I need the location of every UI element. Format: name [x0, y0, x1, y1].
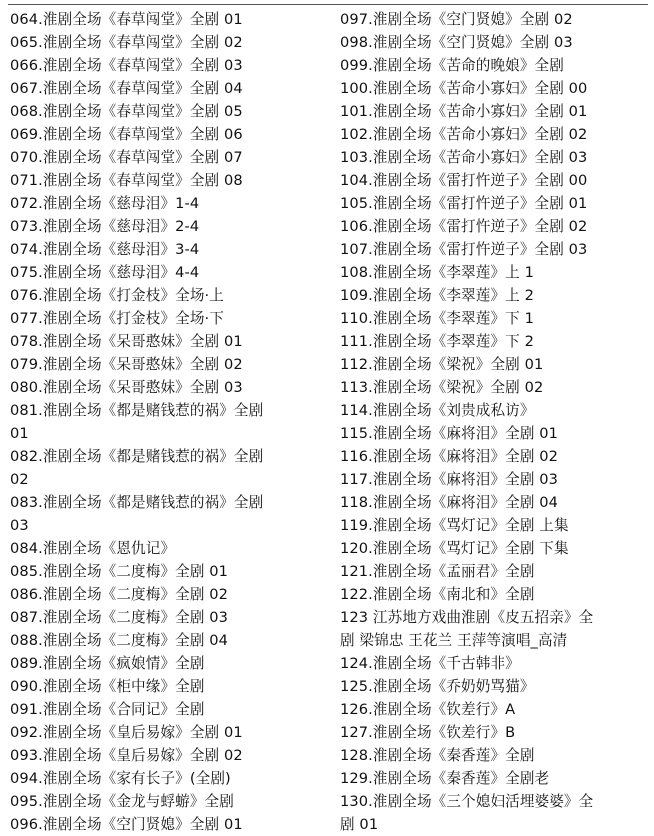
right-column-list — [340, 8, 650, 836]
list-item: 088.淮剧全场《二度梅》全剧 04 — [10, 632, 229, 649]
list-item: 128.淮剧全场《秦香莲》全剧 — [340, 747, 535, 764]
list-item: 115.淮剧全场《麻将泪》全剧 01 — [340, 425, 559, 442]
list-item: 090.淮剧全场《柜中缘》全剧 — [10, 678, 205, 695]
list-item: 117.淮剧全场《麻将泪》全剧 03 — [340, 471, 559, 488]
list-item: 079.淮剧全场《呆哥憨妹》全剧 02 — [10, 356, 243, 373]
list-item: 130.淮剧全场《三个媳妇活埋婆婆》全 剧 01 — [340, 793, 594, 833]
list-item: 129.淮剧全场《秦香莲》全剧老 — [340, 770, 550, 787]
list-item: 071.淮剧全场《春草闯堂》全剧 08 — [10, 172, 243, 189]
list-item: 122.淮剧全场《南北和》全剧 — [340, 586, 535, 603]
list-item: 070.淮剧全场《春草闯堂》全剧 07 — [10, 149, 243, 166]
list-item: 067.淮剧全场《春草闯堂》全剧 04 — [10, 80, 243, 97]
list-item: 082.淮剧全场《都是赌钱惹的祸》全剧 02 — [10, 448, 264, 488]
list-item: 118.淮剧全场《麻将泪》全剧 04 — [340, 494, 559, 511]
list-item: 091.淮剧全场《合同记》全剧 — [10, 701, 205, 718]
list-item: 080.淮剧全场《呆哥憨妹》全剧 03 — [10, 379, 243, 396]
list-item: 107.淮剧全场《雷打忤逆子》全剧 03 — [340, 241, 588, 258]
list-item: 119.淮剧全场《骂灯记》全剧 上集 — [340, 517, 569, 534]
list-item: 081.淮剧全场《都是赌钱惹的祸》全剧 01 — [10, 402, 264, 442]
list-item: 116.淮剧全场《麻将泪》全剧 02 — [340, 448, 559, 465]
list-item: 126.淮剧全场《钦差行》A — [340, 701, 516, 718]
list-item: 103.淮剧全场《苦命小寡妇》全剧 03 — [340, 149, 588, 166]
list-item: 120.淮剧全场《骂灯记》全剧 下集 — [340, 540, 569, 557]
list-item: 093.淮剧全场《皇后易嫁》全剧 02 — [10, 747, 243, 764]
list-item: 108.淮剧全场《李翠莲》上 1 — [340, 264, 534, 281]
list-item: 123 江苏地方戏曲淮剧《皮五招亲》全 剧 梁锦忠 王花兰 王萍等演唱_高清 — [340, 609, 594, 649]
list-item: 072.淮剧全场《慈母泪》1-4 — [10, 195, 200, 212]
list-item: 095.淮剧全场《金龙与蜉蝣》全剧 — [10, 793, 234, 810]
list-item: 101.淮剧全场《苦命小寡妇》全剧 01 — [340, 103, 588, 120]
top-rule — [8, 4, 648, 5]
list-item: 113.淮剧全场《梁祝》全剧 02 — [340, 379, 544, 396]
list-item: 069.淮剧全场《春草闯堂》全剧 06 — [10, 126, 243, 143]
list-item: 099.淮剧全场《苦命的晚娘》全剧 — [340, 57, 564, 74]
list-item: 078.淮剧全场《呆哥憨妹》全剧 01 — [10, 333, 243, 350]
list-item: 083.淮剧全场《都是赌钱惹的祸》全剧 03 — [10, 494, 264, 534]
list-item: 110.淮剧全场《李翠莲》下 1 — [340, 310, 534, 327]
list-item: 127.淮剧全场《钦差行》B — [340, 724, 516, 741]
list-item: 084.淮剧全场《恩仇记》 — [10, 540, 176, 557]
list-item: 125.淮剧全场《乔奶奶骂猫》 — [340, 678, 535, 695]
list-item: 066.淮剧全场《春草闯堂》全剧 03 — [10, 57, 243, 74]
list-item: 106.淮剧全场《雷打忤逆子》全剧 02 — [340, 218, 588, 235]
list-item: 073.淮剧全场《慈母泪》2-4 — [10, 218, 200, 235]
list-item: 092.淮剧全场《皇后易嫁》全剧 01 — [10, 724, 243, 741]
list-item: 087.淮剧全场《二度梅》全剧 03 — [10, 609, 229, 626]
list-item: 076.淮剧全场《打金枝》全场·上 — [10, 287, 224, 304]
list-item: 111.淮剧全场《李翠莲》下 2 — [340, 333, 534, 350]
list-item: 074.淮剧全场《慈母泪》3-4 — [10, 241, 200, 258]
list-item: 085.淮剧全场《二度梅》全剧 01 — [10, 563, 229, 580]
list-item: 102.淮剧全场《苦命小寡妇》全剧 02 — [340, 126, 588, 143]
list-item: 094.淮剧全场《家有长子》(全剧) — [10, 770, 231, 787]
list-item: 100.淮剧全场《苦命小寡妇》全剧 00 — [340, 80, 588, 97]
list-item: 105.淮剧全场《雷打忤逆子》全剧 01 — [340, 195, 588, 212]
list-item: 114.淮剧全场《刘贵成私访》 — [340, 402, 535, 419]
list-item: 077.淮剧全场《打金枝》全场·下 — [10, 310, 224, 327]
list-item: 075.淮剧全场《慈母泪》4-4 — [10, 264, 200, 281]
list-item: 109.淮剧全场《李翠莲》上 2 — [340, 287, 534, 304]
list-item: 068.淮剧全场《春草闯堂》全剧 05 — [10, 103, 243, 120]
list-item: 124.淮剧全场《千古韩非》 — [340, 655, 520, 672]
list-item: 096.淮剧全场《空门贤媳》全剧 01 — [10, 816, 243, 833]
list-item: 112.淮剧全场《梁祝》全剧 01 — [340, 356, 544, 373]
list-item: 104.淮剧全场《雷打忤逆子》全剧 00 — [340, 172, 588, 189]
list-item: 098.淮剧全场《空门贤媳》全剧 03 — [340, 34, 573, 51]
list-item: 097.淮剧全场《空门贤媳》全剧 02 — [340, 11, 573, 28]
left-column-list — [10, 8, 328, 836]
list-item: 064.淮剧全场《春草闯堂》全剧 01 — [10, 11, 243, 28]
list-item: 121.淮剧全场《孟丽君》全剧 — [340, 563, 535, 580]
list-item: 089.淮剧全场《疯娘情》全剧 — [10, 655, 205, 672]
list-item: 065.淮剧全场《春草闯堂》全剧 02 — [10, 34, 243, 51]
list-item: 086.淮剧全场《二度梅》全剧 02 — [10, 586, 229, 603]
